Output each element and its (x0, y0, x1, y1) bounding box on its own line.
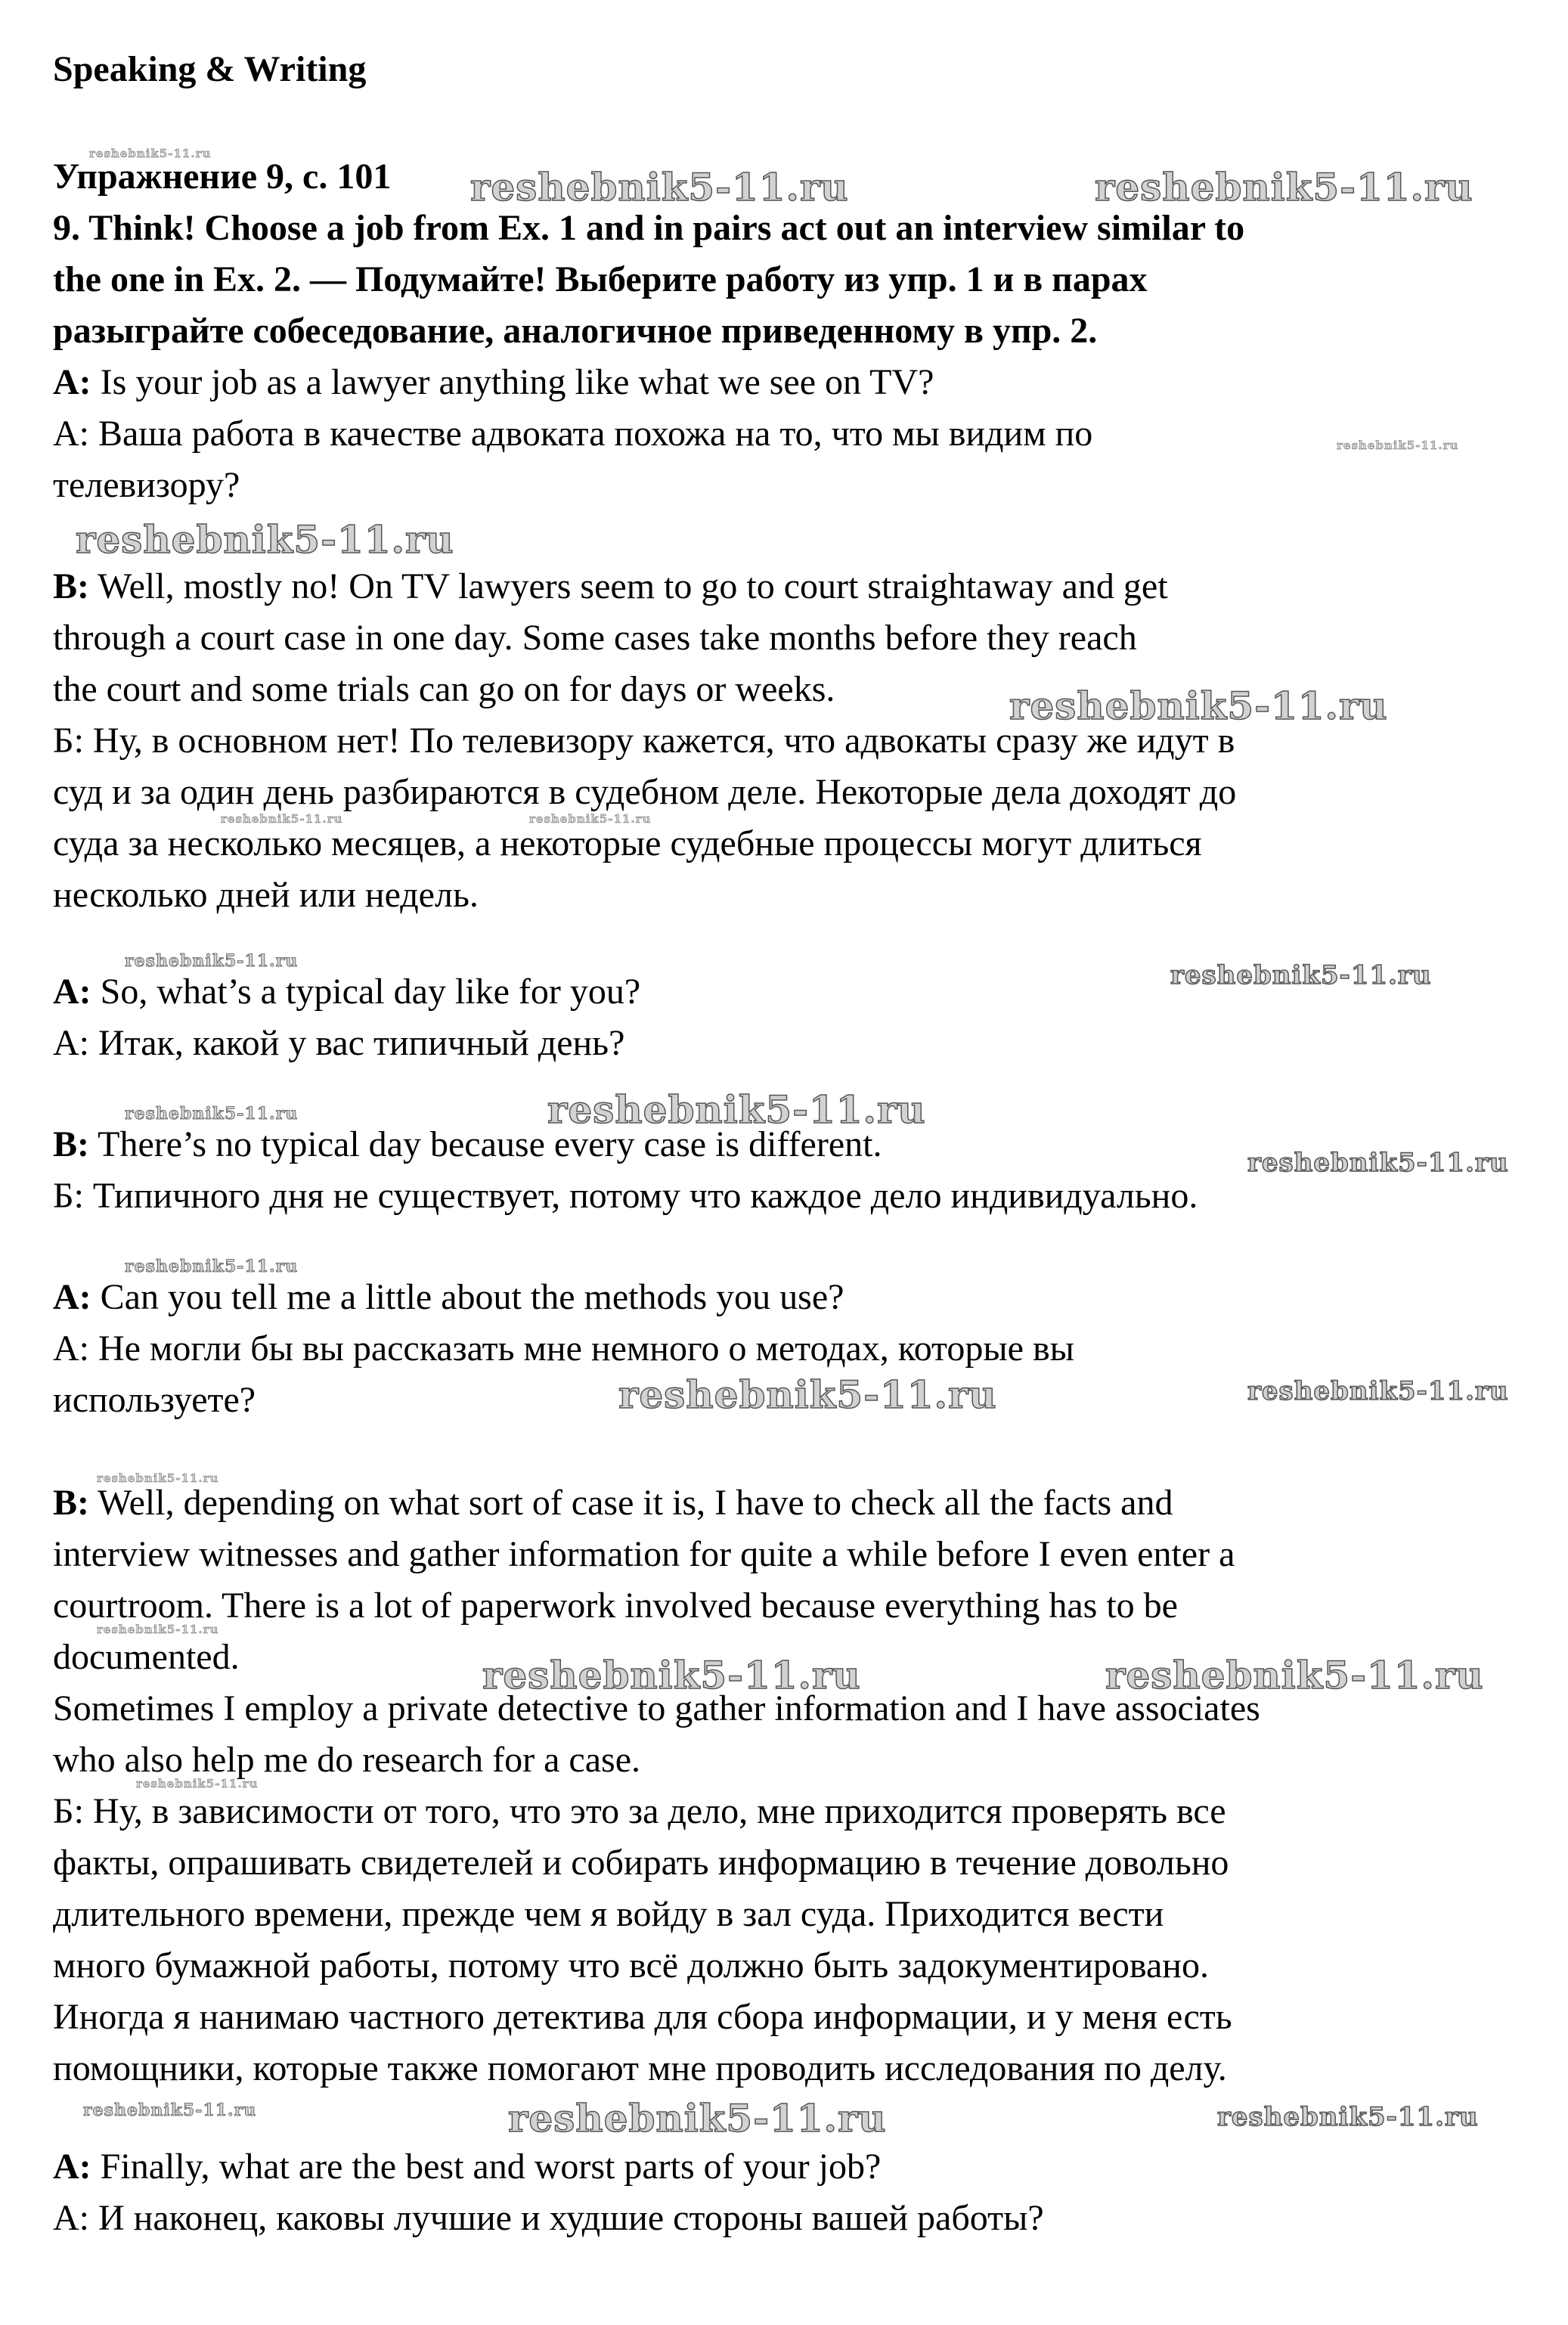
answer-en: through a court case in one day. Some cases take months before they reach (53, 618, 1137, 658)
answer-ru: суд и за один день разбираются в судебном деле. Некоторые дела доходят до (53, 772, 1237, 812)
answer-ru: Б: Типичного дня не существует, потому что каждое дело индивидуально. (53, 1176, 1198, 1216)
task-line: разыграйте собеседование, аналогичное приведенному в упр. 2. (53, 311, 1098, 351)
answer-en: courtroom. There is a lot of paperwork involved because everything has to be (53, 1586, 1178, 1626)
watermark: reshebnik5-11.ru (97, 1471, 219, 1485)
answer-en: interview witnesses and gather information for quite a while before I even enter a (53, 1534, 1235, 1574)
watermark: reshebnik5-11.ru (508, 2096, 887, 2141)
answer-en: B: Well, depending on what sort of case it is, I have to check all the facts and (53, 1483, 1173, 1523)
question-ru: используете? (53, 1380, 256, 1420)
watermark: reshebnik5-11.ru (83, 2100, 257, 2120)
answer-ru: суда за несколько месяцев, а некоторые судебные процессы могут длиться (53, 823, 1202, 863)
answer-ru: Б: Ну, в основном нет! По телевизору кажется, что адвокаты сразу же идут в (53, 721, 1235, 761)
speaker-label: A: (53, 362, 91, 402)
watermark: reshebnik5-11.ru (529, 812, 652, 826)
watermark: reshebnik5-11.ru (482, 1653, 861, 1697)
answer-ru: Иногда я нанимаю частного детектива для сбора информации, и у меня есть (53, 1997, 1232, 2037)
watermark: reshebnik5-11.ru (125, 951, 299, 971)
answer-ru: помощники, которые также помогают мне проводить исследования по делу. (53, 2048, 1227, 2088)
speaker-label: A: (53, 2147, 91, 2187)
question-en: A: Finally, what are the best and worst parts of your job? (53, 2147, 882, 2187)
watermark: reshebnik5-11.ru (1170, 960, 1432, 990)
watermark: reshebnik5-11.ru (221, 812, 343, 826)
watermark: reshebnik5-11.ru (1217, 2102, 1479, 2132)
speaker-label: B: (53, 566, 89, 606)
task-line: the one in Ex. 2. — Подумайте! Выберите работу из упр. 1 и в парах (53, 259, 1148, 299)
answer-en: B: There’s no typical day because every case is different. (53, 1124, 882, 1164)
question-en: A: So, what’s a typical day like for you? (53, 972, 641, 1012)
answer-en: who also help me do research for a case. (53, 1740, 640, 1780)
watermark: reshebnik5-11.ru (125, 1104, 299, 1124)
watermark: reshebnik5-11.ru (125, 1257, 299, 1276)
watermark: reshebnik5-11.ru (1247, 1376, 1509, 1406)
answer-en: the court and some trials can go on for days or weeks. (53, 669, 835, 709)
speaker-label: B: (53, 1483, 89, 1523)
answer-en: Sometimes I employ a private detective to gather information and I have associates (53, 1688, 1260, 1728)
watermark: reshebnik5-11.ru (1105, 1653, 1484, 1697)
speaker-label: B: (53, 1124, 89, 1164)
speaker-label: A: (53, 972, 91, 1012)
question-ru: А: Итак, какой у вас типичный день? (53, 1023, 625, 1063)
question-ru: телевизору? (53, 465, 240, 505)
watermark: reshebnik5-11.ru (470, 165, 849, 209)
watermark: reshebnik5-11.ru (89, 147, 212, 160)
watermark: reshebnik5-11.ru (136, 1777, 259, 1790)
question-ru: А: Не могли бы вы рассказать мне немного о методах, которые вы (53, 1328, 1074, 1369)
answer-ru: много бумажной работы, потому что всё должно быть задокументировано. (53, 1945, 1209, 1986)
answer-ru: факты, опрашивать свидетелей и собирать информацию в течение довольно (53, 1843, 1229, 1883)
exercise-reference: Упражнение 9, с. 101 (53, 157, 392, 197)
watermark: reshebnik5-11.ru (97, 1623, 219, 1636)
watermark: reshebnik5-11.ru (1095, 165, 1473, 209)
answer-ru: несколько дней или недель. (53, 875, 479, 915)
watermark: reshebnik5-11.ru (1247, 1148, 1509, 1178)
watermark: reshebnik5-11.ru (1009, 684, 1388, 728)
answer-ru: Б: Ну, в зависимости от того, что это за дело, мне приходится проверять все (53, 1791, 1226, 1831)
question-en: A: Can you tell me a little about the methods you use? (53, 1277, 844, 1317)
task-line: 9. Think! Choose a job from Ex. 1 and in pairs act out an interview similar to (53, 208, 1245, 248)
answer-ru: длительного времени, прежде чем я войду в зал суда. Приходится вести (53, 1894, 1164, 1934)
watermark: reshebnik5-11.ru (1337, 439, 1459, 452)
question-ru: А: И наконец, каковы лучшие и худшие стороны вашей работы? (53, 2198, 1044, 2238)
question-ru: А: Ваша работа в качестве адвоката похожа на то, что мы видим по (53, 414, 1093, 454)
answer-en: B: Well, mostly no! On TV lawyers seem to go to court straightaway and get (53, 566, 1168, 606)
question-en: A: Is your job as a lawyer anything like what we see on TV? (53, 362, 934, 402)
watermark: reshebnik5-11.ru (618, 1372, 997, 1417)
watermark: reshebnik5-11.ru (547, 1087, 926, 1132)
section-heading: Speaking & Writing (53, 49, 367, 89)
watermark: reshebnik5-11.ru (76, 517, 454, 562)
speaker-label: A: (53, 1277, 91, 1317)
answer-en: documented. (53, 1637, 240, 1677)
